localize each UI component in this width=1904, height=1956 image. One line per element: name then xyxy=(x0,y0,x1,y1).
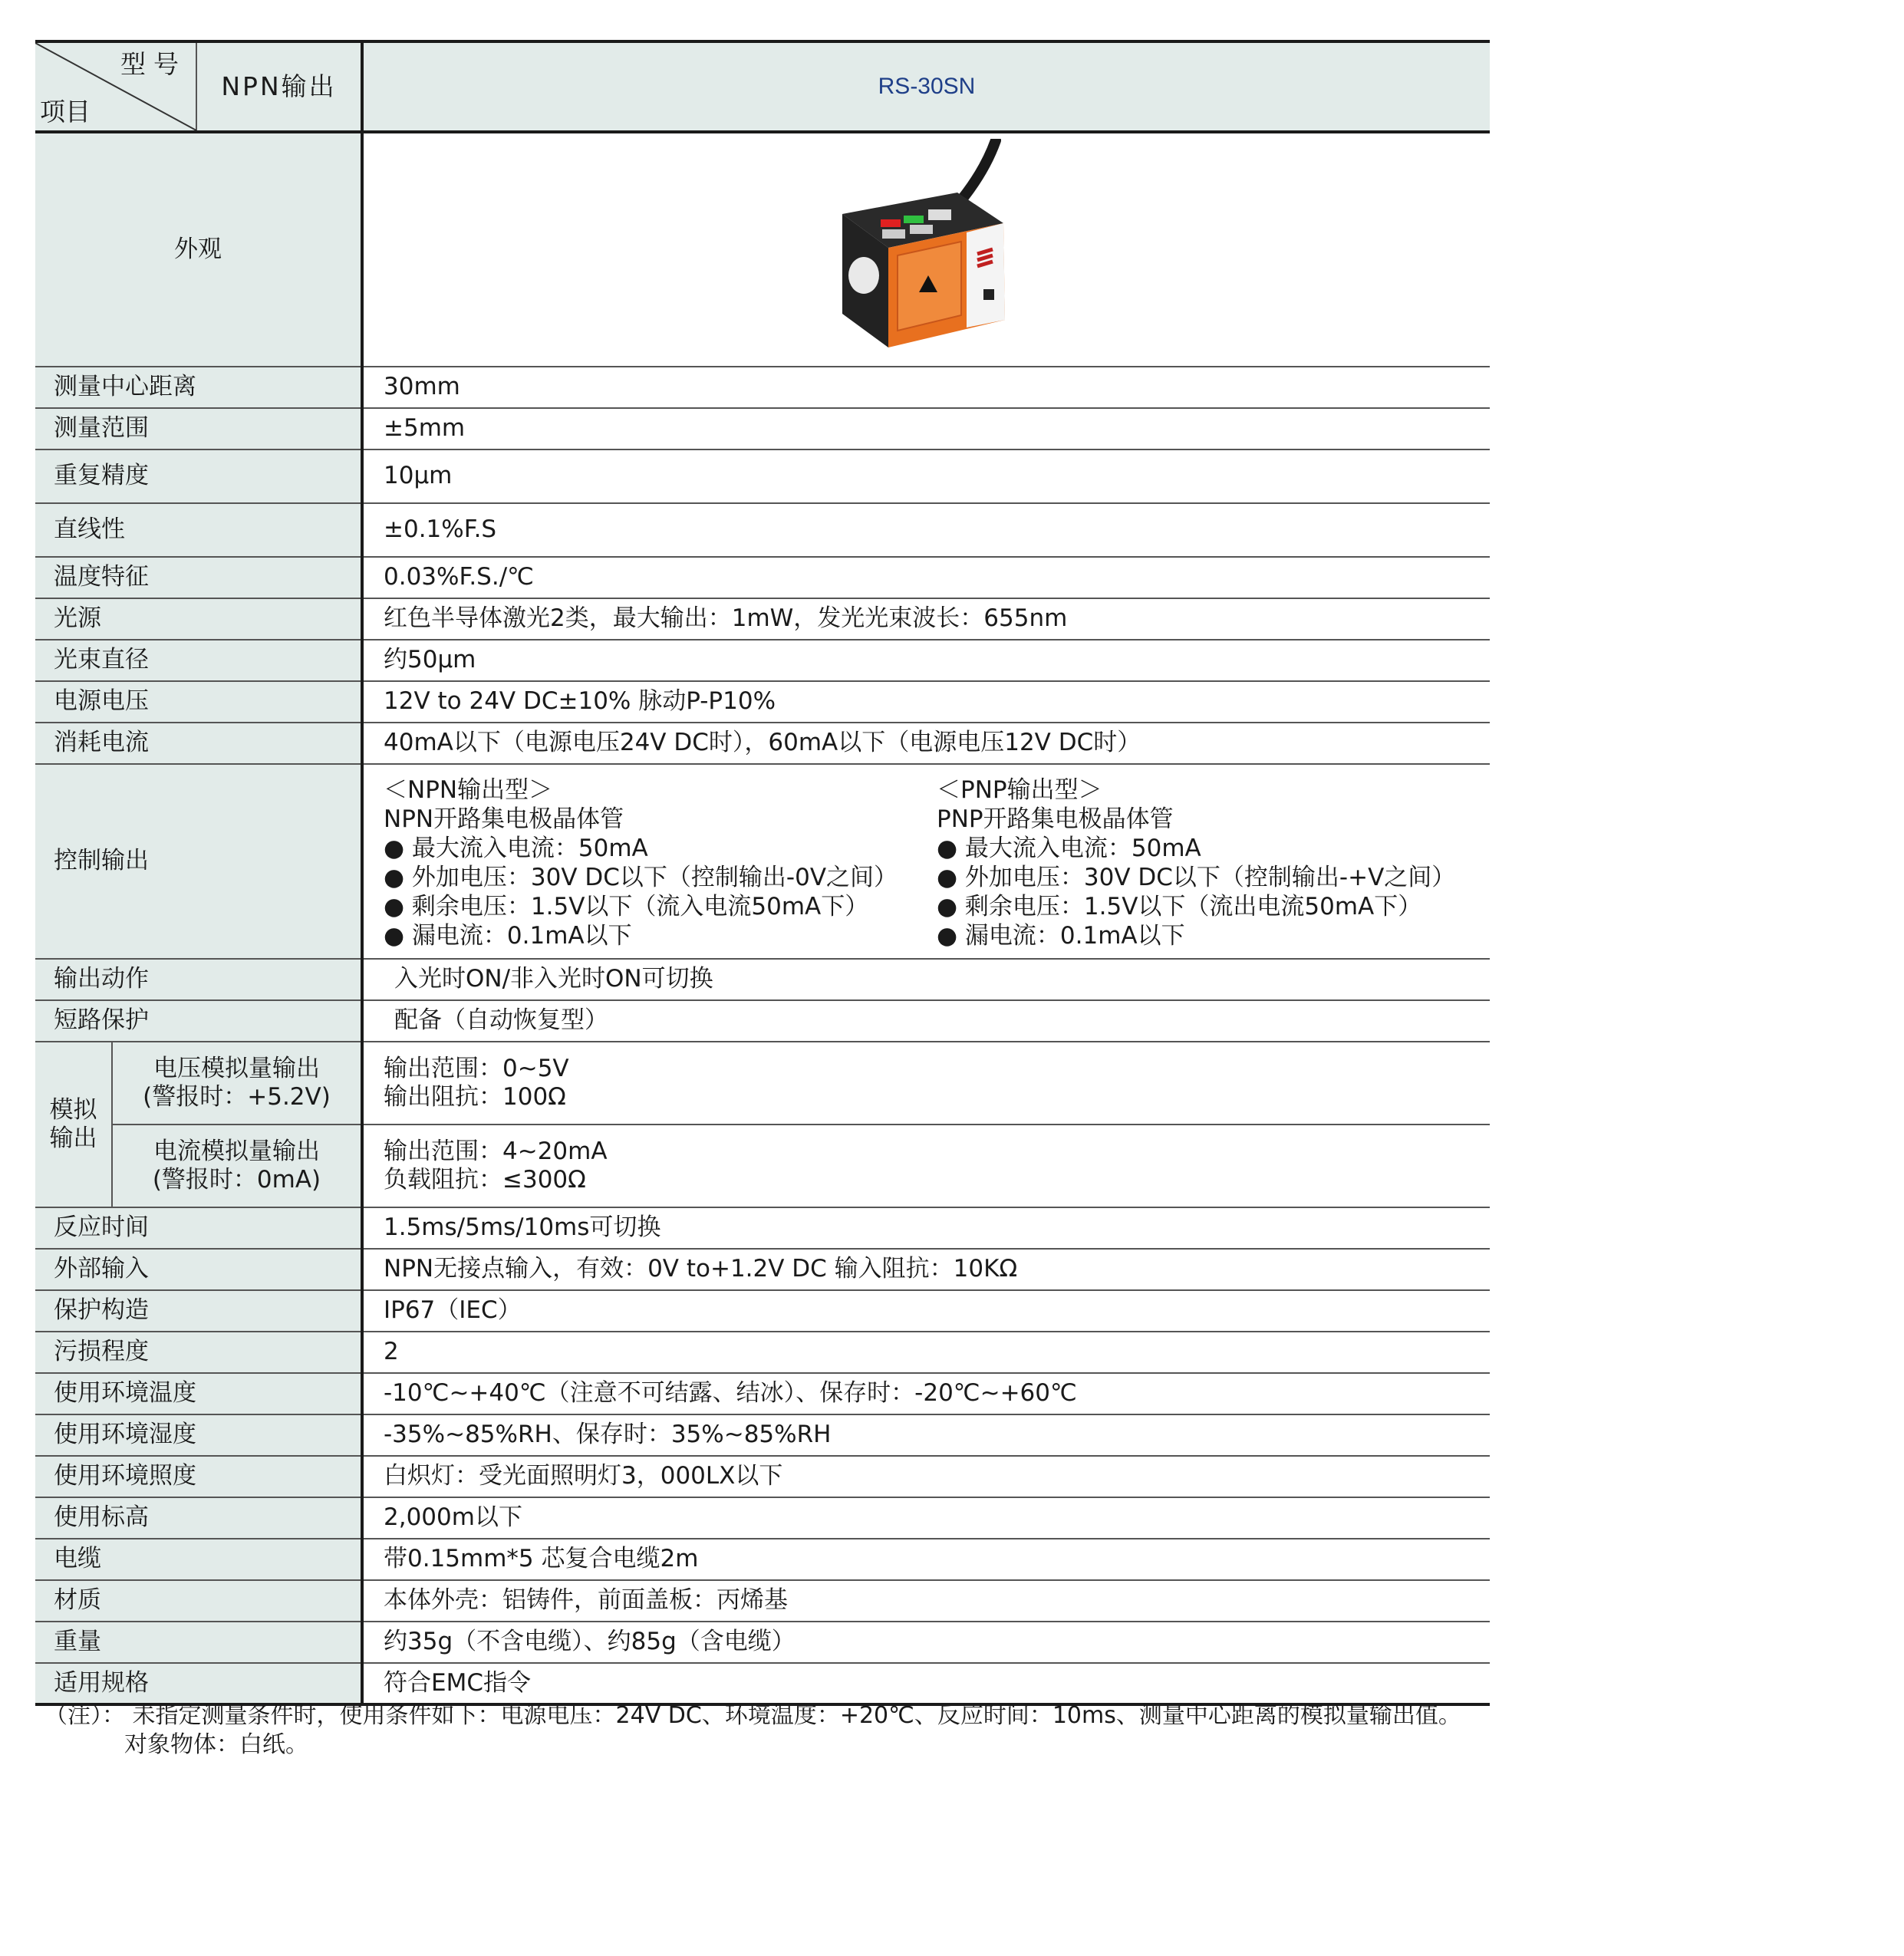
spec-row-ambient-temp xyxy=(35,1373,1490,1414)
spec-row-response-time xyxy=(35,1207,1490,1249)
spec-value: 2,000m以下 xyxy=(362,1497,1490,1539)
spec-row-beam-diameter xyxy=(35,640,1490,681)
spec-row-cable xyxy=(35,1539,1490,1580)
appearance-label: 外观 xyxy=(35,132,362,367)
appearance-row xyxy=(35,132,1490,367)
spec-label: 重复精度 xyxy=(35,449,362,503)
spec-label: 输出动作 xyxy=(35,959,362,1000)
pnp-line: PNP开路集电极晶体管 xyxy=(937,805,1174,833)
spec-row-short-protect xyxy=(35,1000,1490,1042)
spec-label: 光源 xyxy=(35,598,362,640)
spec-label: 使用标高 xyxy=(35,1497,362,1539)
spec-row-standards xyxy=(35,1663,1490,1704)
spec-row-temperature xyxy=(35,557,1490,598)
voltage-analog-value xyxy=(362,1042,1490,1125)
spec-row-ambient-light xyxy=(35,1456,1490,1497)
voltage-title: 电压模拟量输出 xyxy=(153,1054,320,1082)
spec-row-material xyxy=(35,1580,1490,1622)
spec-label: 外部输入 xyxy=(35,1249,362,1290)
spec-label: 使用环境温度 xyxy=(35,1373,362,1414)
control-output-label: 控制输出 xyxy=(35,764,362,959)
spec-value: 符合EMC指令 xyxy=(362,1663,1490,1704)
spec-row-altitude xyxy=(35,1497,1490,1539)
spec-value: 配备（自动恢复型） xyxy=(362,1000,1490,1042)
spec-label: 使用环境照度 xyxy=(35,1456,362,1497)
spec-value: 约50μm xyxy=(362,640,1490,681)
spec-row-protection xyxy=(35,1290,1490,1332)
spec-label: 直线性 xyxy=(35,503,362,557)
npn-output-column xyxy=(384,775,937,950)
sensor-photo xyxy=(804,139,1049,361)
spec-value: -35%~85%RH、保存时：35%~85%RH xyxy=(362,1414,1490,1456)
pnp-title: ＜PNP输出型＞ xyxy=(937,776,1102,804)
spec-value: ±0.1%F.S xyxy=(362,503,1490,557)
analog-output-label xyxy=(35,1042,112,1207)
npn-line: ● 最大流入电流：50mA xyxy=(384,835,648,862)
current-title: 电流模拟量输出 xyxy=(153,1137,320,1165)
spec-row-pollution xyxy=(35,1332,1490,1373)
npn-title: ＜NPN输出型＞ xyxy=(384,776,553,804)
voltage-range: 输出范围：0~5V xyxy=(384,1054,569,1082)
spec-label: 使用环境湿度 xyxy=(35,1414,362,1456)
current-range: 输出范围：4~20mA xyxy=(384,1137,608,1165)
current-analog-value xyxy=(362,1125,1490,1207)
spec-value: IP67（IEC） xyxy=(362,1290,1490,1332)
npn-line: ● 外加电压：30V DC以下（控制输出-0V之间） xyxy=(384,864,898,891)
pnp-line: ● 最大流入电流：50mA xyxy=(937,835,1201,862)
spec-label: 保护构造 xyxy=(35,1290,362,1332)
spec-value: 40mA以下（电源电压24V DC时），60mA以下（电源电压12V DC时） xyxy=(362,723,1490,764)
pnp-line: ● 漏电流：0.1mA以下 xyxy=(937,922,1185,950)
pnp-line: ● 剩余电压：1.5V以下（流出电流50mA下） xyxy=(937,893,1422,920)
header-row xyxy=(35,41,1490,132)
spec-value: 本体外壳：铝铸件，前面盖板：丙烯基 xyxy=(362,1580,1490,1622)
spec-row-center-distance xyxy=(35,367,1490,408)
spec-label: 光束直径 xyxy=(35,640,362,681)
voltage-alarm: (警报时：+5.2V) xyxy=(143,1083,331,1111)
spec-label: 测量中心距离 xyxy=(35,367,362,408)
current-load-impedance: 负载阻抗：≤300Ω xyxy=(384,1166,586,1194)
model-caption: 型号 xyxy=(120,49,186,79)
spec-value: 2 xyxy=(362,1332,1490,1373)
spec-label: 测量范围 xyxy=(35,408,362,449)
spec-label: 温度特征 xyxy=(35,557,362,598)
spec-value: 带0.15mm*5 芯复合电缆2m xyxy=(362,1539,1490,1580)
control-output-value xyxy=(362,764,1490,959)
npn-line: NPN开路集电极晶体管 xyxy=(384,805,624,833)
npn-line: ● 漏电流：0.1mA以下 xyxy=(384,922,632,950)
pnp-line: ● 外加电压：30V DC以下（控制输出-+V之间） xyxy=(937,864,1456,891)
spec-label: 适用规格 xyxy=(35,1663,362,1704)
analog-label-line: 输出 xyxy=(49,1125,97,1152)
output-type-header: NPN输出 xyxy=(196,41,362,132)
spec-value: 入光时ON/非入光时ON可切换 xyxy=(362,959,1490,1000)
spec-value: 10μm xyxy=(362,449,1490,503)
spec-value: 30mm xyxy=(362,367,1490,408)
spec-value: 红色半导体激光2类，最大输出：1mW，发光光束波长：655nm xyxy=(362,598,1490,640)
spec-label: 电源电压 xyxy=(35,681,362,723)
spec-row-light-source xyxy=(35,598,1490,640)
spec-row-current-consumption xyxy=(35,723,1490,764)
item-caption: 项目 xyxy=(40,97,91,127)
analog-label-line: 模拟 xyxy=(49,1095,97,1124)
spec-row-linearity xyxy=(35,503,1490,557)
spec-row-analog-current xyxy=(35,1125,1490,1207)
spec-label: 电缆 xyxy=(35,1539,362,1580)
spec-row-output-action xyxy=(35,959,1490,1000)
header-diagonal-cell xyxy=(35,41,196,132)
footnote xyxy=(44,1701,1461,1760)
spec-label: 反应时间 xyxy=(35,1207,362,1249)
spec-value: NPN无接点输入，有效：0V to+1.2V DC 输入阻抗：10KΩ xyxy=(362,1249,1490,1290)
spec-row-weight xyxy=(35,1622,1490,1663)
spec-row-ambient-humidity xyxy=(35,1414,1490,1456)
spec-value: 12V to 24V DC±10% 脉动P-P10% xyxy=(362,681,1490,723)
spec-label: 材质 xyxy=(35,1580,362,1622)
current-alarm: (警报时：0mA) xyxy=(152,1166,321,1194)
pnp-output-column xyxy=(937,775,1490,950)
spec-row-repeatability xyxy=(35,449,1490,503)
spec-value: 1.5ms/5ms/10ms可切换 xyxy=(362,1207,1490,1249)
spec-label: 重量 xyxy=(35,1622,362,1663)
spec-sheet xyxy=(35,40,1490,1706)
spec-value: 0.03%F.S./℃ xyxy=(362,557,1490,598)
spec-value: -10℃~+40℃（注意不可结露、结冰）、保存时：-20℃~+60℃ xyxy=(362,1373,1490,1414)
spec-label: 污损程度 xyxy=(35,1332,362,1373)
current-analog-label xyxy=(112,1125,362,1207)
spec-row-analog-voltage xyxy=(35,1042,1490,1125)
spec-row-external-input xyxy=(35,1249,1490,1290)
spec-label: 短路保护 xyxy=(35,1000,362,1042)
spec-value: 白炽灯：受光面照明灯3，000LX以下 xyxy=(362,1456,1490,1497)
spec-value: 约35g（不含电缆）、约85g（含电缆） xyxy=(362,1622,1490,1663)
appearance-image-cell xyxy=(362,132,1490,367)
npn-line: ● 剩余电压：1.5V以下（流入电流50mA下） xyxy=(384,893,869,920)
voltage-impedance: 输出阻抗：100Ω xyxy=(384,1083,566,1111)
model-number: RS-30SN xyxy=(362,41,1490,132)
voltage-analog-label xyxy=(112,1042,362,1125)
spec-row-supply-voltage xyxy=(35,681,1490,723)
spec-label: 消耗电流 xyxy=(35,723,362,764)
spec-row-control-output xyxy=(35,764,1490,959)
spec-table xyxy=(35,40,1490,1706)
spec-value: ±5mm xyxy=(362,408,1490,449)
spec-row-range xyxy=(35,408,1490,449)
footnote-line: （注）： 未指定测量条件时，使用条件如下：电源电压：24V DC、环境温度：+20℃、反应时间：10ms、测量中心距离的模拟量输出值。 xyxy=(44,1702,1461,1729)
footnote-line: 对象物体：白纸。 xyxy=(124,1731,308,1758)
